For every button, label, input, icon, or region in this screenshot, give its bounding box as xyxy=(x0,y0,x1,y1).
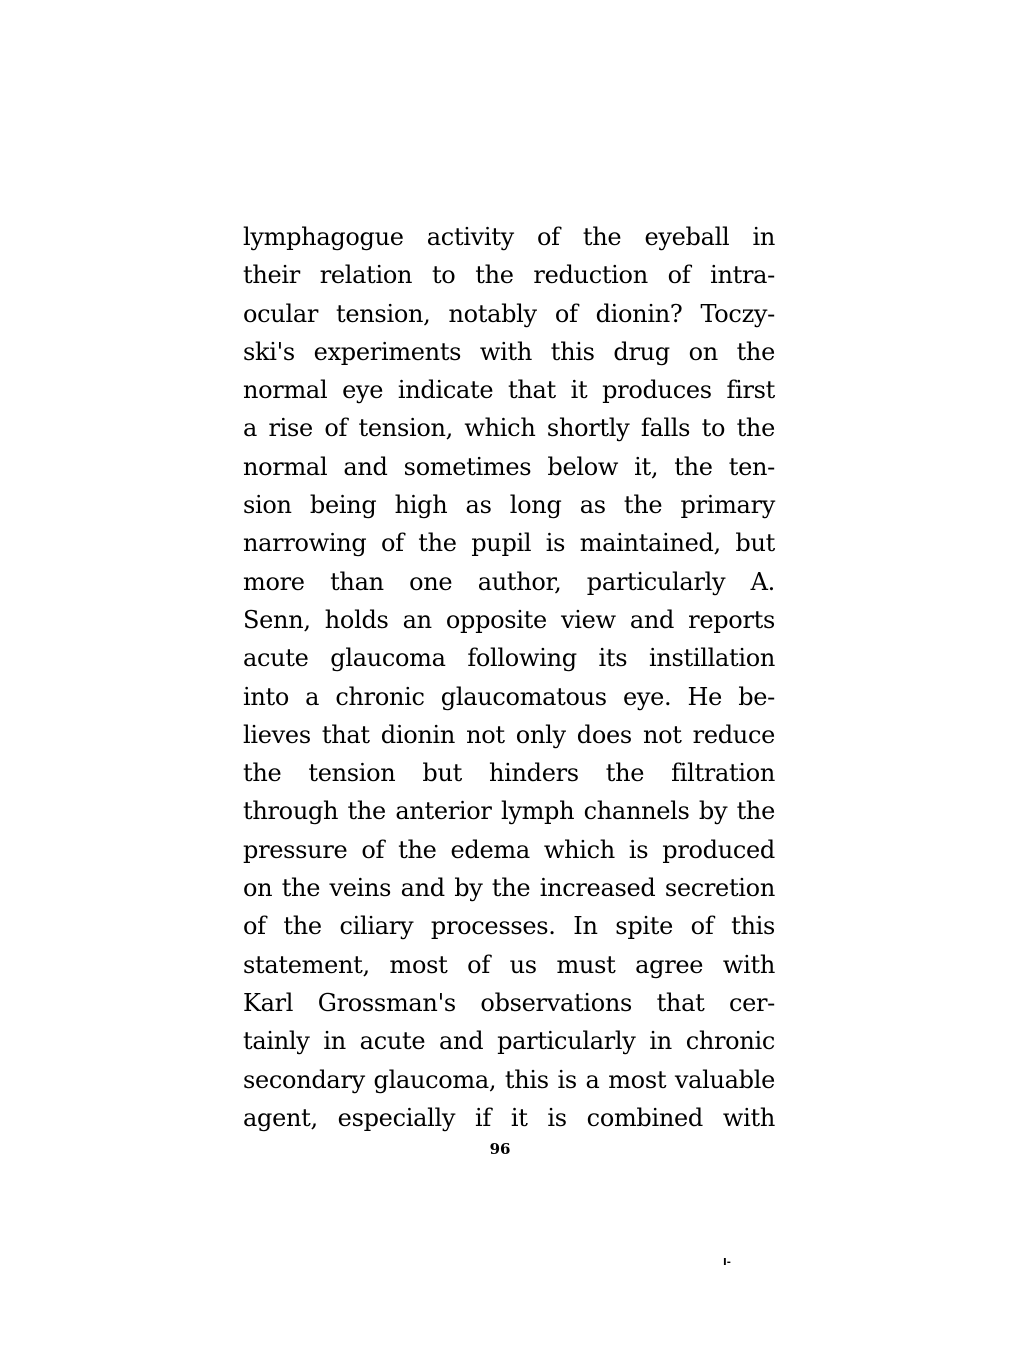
text-line: lymphagogue activity of the eyeball in xyxy=(243,223,775,251)
text-line: acute glaucoma following its instillation xyxy=(243,644,775,673)
text-line: ski's experiments with this drug on the xyxy=(243,337,775,366)
text-line: statement, most of us must agree with xyxy=(243,950,775,979)
text-line: their relation to the reduction of intra- xyxy=(243,261,775,290)
text-line: secondary glaucoma, this is a most valuable xyxy=(243,1065,775,1094)
text-line: normal eye indicate that it produces first xyxy=(243,376,775,405)
text-line: normal and sometimes below it, the ten- xyxy=(243,452,775,481)
page-number: 96 xyxy=(489,1140,511,1158)
text-line: ocular tension, notably of dionin? Toczy- xyxy=(243,299,775,328)
text-line: agent, especially if it is combined with xyxy=(243,1103,775,1132)
text-line: more than one author, particularly A. xyxy=(243,567,775,596)
text-line: sion being high as long as the primary xyxy=(243,491,775,520)
text-line: of the ciliary processes. In spite of this xyxy=(243,912,775,941)
text-line: Karl Grossman's observations that cer- xyxy=(243,988,775,1017)
text-line: narrowing of the pupil is maintained, but xyxy=(243,529,775,558)
scan-mark: I- xyxy=(723,1257,731,1268)
text-line: into a chronic glaucomatous eye. He be- xyxy=(243,682,775,711)
text-line: Senn, holds an opposite view and reports xyxy=(243,605,775,634)
text-line: a rise of tension, which shortly falls to the xyxy=(243,414,775,443)
text-line: tainly in acute and particularly in chronic xyxy=(243,1027,775,1056)
text-line: pressure of the edema which is produced xyxy=(243,835,775,864)
text-line: on the veins and by the increased secretion xyxy=(243,874,775,903)
text-line: lieves that dionin not only does not reduce xyxy=(243,720,775,749)
body-text xyxy=(243,218,775,1137)
text-line: through the anterior lymph channels by the xyxy=(243,797,775,826)
text-line: the tension but hinders the filtration xyxy=(243,759,775,788)
